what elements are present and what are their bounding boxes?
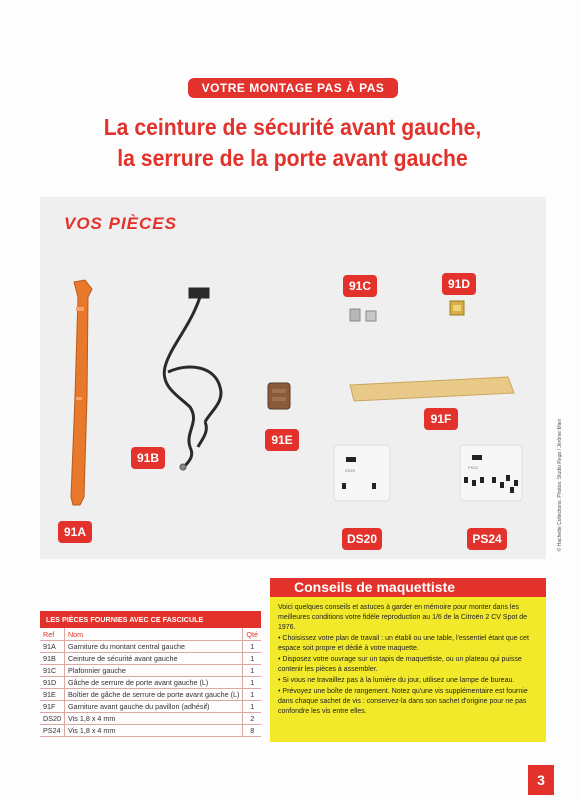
parts-table [40,611,261,737]
row-qte: 2 [243,713,261,725]
row-nom: Gâche de serrure de porte avant gauche (L) [64,677,242,689]
row-nom: Vis 1,8 x 4 mm [64,713,242,725]
ds20-bag-label: DS20 [345,468,356,473]
tag-ds20: DS20 [342,528,382,550]
conseils-paragraph: • Si vous ne travaillez pas à la lumière du jour, utilisez une lampe de bureau. [278,677,515,684]
row-nom: Garniture avant gauche du pavillon (adhésif) [64,701,242,713]
row-qte: 1 [243,641,261,653]
ps24-bag-label: PS24 [468,465,478,470]
table-row [40,725,261,737]
row-qte: 1 [243,653,261,665]
tag-ps24: PS24 [467,528,507,550]
page-title-line-1: La ceinture de sécurité avant gauche, [103,114,482,140]
tag-91b: 91B [131,447,165,469]
header-ref: Ref [40,628,64,641]
conseils-box [270,597,546,742]
row-ref: PS24 [40,725,64,737]
photo-credit [555,400,565,570]
parts-table-caption: LES PIÈCES FOURNIES AVEC CE FASCICULE [40,611,261,628]
row-qte: 8 [243,725,261,737]
section-banner: VOTRE MONTAGE PAS À PAS [188,78,398,98]
row-ref: 91E [40,689,64,701]
row-nom: Ceinture de sécurité avant gauche [64,653,242,665]
part-91b-seatbelt [164,289,221,470]
page-title-line-2: la serrure de la porte avant gauche [117,145,468,171]
header-nom: Nom [64,628,242,641]
row-ref: 91C [40,665,64,677]
part-91e-box [268,383,290,409]
photo-credit-text: © Hachette Collections. Photos: Studio Rego / Jérôme Mieri [557,418,563,552]
conseils-paragraph: Voici quelques conseils et astuces à garder en mémoire pour monter dans les meilleures conditions votre fidèle reproduction au 1/6 de la Citroën 2 CV Spot de 1976. [278,604,528,631]
part-91f-adhesive-trim [350,377,514,401]
part-ds20-screw-bag [334,445,390,501]
part-91d-striker [450,301,464,315]
conseils-paragraph: • Choisissez votre plan de travail : un établi ou une table, l'essentiel étant que cet espace soit propre et dédié à votre maquette. [278,635,529,652]
conseils-title: Conseils de maquettiste [270,578,546,597]
part-91a-trim [71,280,92,505]
row-qte: 1 [243,677,261,689]
row-ref: 91B [40,653,64,665]
parts-table-header [40,628,261,641]
tag-91d: 91D [442,273,476,295]
page-title [60,112,525,174]
table-row [40,665,261,677]
tag-91f: 91F [424,408,458,430]
row-nom: Plafonnier gauche [64,665,242,677]
page-number: 3 [528,765,554,795]
parts-illustration [40,197,546,559]
row-ref: 91F [40,701,64,713]
row-qte: 1 [243,689,261,701]
table-row [40,653,261,665]
table-row [40,713,261,725]
row-nom: Boîtier de gâche de serrure de porte avant gauche (L) [64,689,242,701]
parts-photo [40,197,546,559]
tag-91c: 91C [343,275,377,297]
conseils-paragraph: • Prévoyez une boîte de rangement. Notez qu'une vis supplémentaire est fournie dans chaque sachet de vis : conservez-la dans son sachet d'origine pour ne pas confondre les vis entre elles. [278,688,528,715]
row-nom: Garniture du montant central gauche [64,641,242,653]
tag-91e: 91E [265,429,299,451]
table-row [40,641,261,653]
row-ref: DS20 [40,713,64,725]
conseils-paragraph: • Disposez votre ouvrage sur un tapis de maquettiste, ou un plateau qui puisse contenir les pièces à assembler. [278,656,522,673]
pieces-heading: VOS PIÈCES [64,214,177,233]
header-qte: Qté [243,628,261,641]
row-qte: 1 [243,665,261,677]
row-qte: 1 [243,701,261,713]
row-ref: 91D [40,677,64,689]
row-ref: 91A [40,641,64,653]
part-91c-dome-light [350,309,376,321]
table-row [40,701,261,713]
table-row [40,689,261,701]
tag-91a: 91A [58,521,92,543]
row-nom: Vis 1,8 x 4 mm [64,725,242,737]
part-ps24-screw-bag [460,445,522,501]
table-row [40,677,261,689]
